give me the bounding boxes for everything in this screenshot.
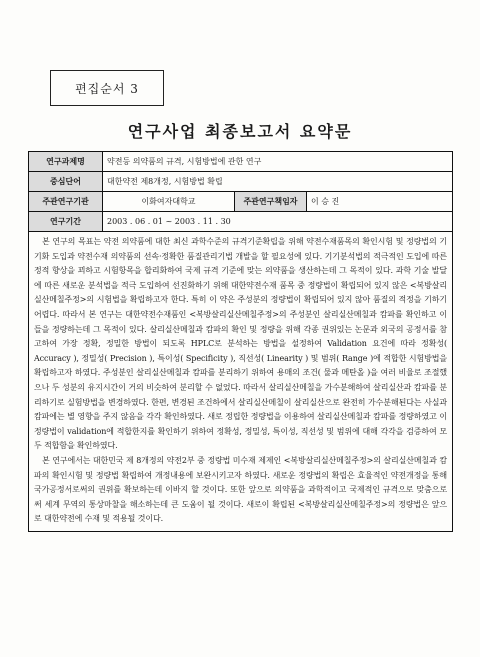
row-org — [29, 192, 453, 212]
org-value: 이화여자대학교 — [103, 192, 235, 212]
period-value: 2003 . 06 . 01 ~ 2003 . 11 . 30 — [103, 212, 453, 232]
org-label: 주관연구기관 — [29, 192, 103, 212]
row-body — [29, 232, 453, 532]
row-subject — [29, 152, 453, 172]
edit-order-label: 편집순서 3 — [50, 70, 164, 106]
subject-value: 약전등 의약품의 규격, 시험방법에 관한 연구 — [103, 152, 453, 172]
period-label: 연구기간 — [29, 212, 103, 232]
summary-table — [28, 151, 453, 532]
subject-label: 연구과제명 — [29, 152, 103, 172]
lead-value: 이 승 진 — [307, 192, 453, 212]
keywords-value: 대한약전 제8개정, 시험방법 확립 — [103, 172, 453, 192]
body-paragraph-1: 본 연구의 목표는 약전 의약품에 대한 최신 과학수준의 규격기준확립을 위해 약전수재품목의 확인시험 및 정량법의 기기화 도입과 약전수재 의약품의 선속·정확한 품질관리기법 개발을 할 필요성에 있다. 기기분석법의 적극적인 도입에 따른 정적 향상을 꾀하고 시험항목을 합리화하여 국제 규격 기준에 맞는 의약품을 생산하는데 그 목적이 있다. 과학 기술 발달에 따른 새로운 분석법을 적극 도입하여 선진화하기 위해 대한약전수재 품목 중 정량법이 확립되어 있지 않은 <복방살리실산메칠주정>의 시험법을 확립하고자 한다. 특히 이 약은 주성분의 정량법이 확립되어 있지 않아 품질의 적정을 기하기 어렵다. 따라서 본 연구는 대한약전수재품인 <복방살리실산메칠주정>의 주성분인 살리실산메칠과 캄파를 확인하고 이들을 정량하는데 그 목적이 있다. 살리실산메칠과 캄파의 확인 및 정량을 위해 각종 권위있는 논문과 외국의 공정서를 참고하여 가장 정확, 정밀한 방법이 되도록 HPLC로 분석하는 방법을 설정하여 Validation 요건에 따라 정확성( Accuracy ), 정밀성( Precision ), 특이성( Specificity ), 직선성( Linearity ) 및 범위( Range )에 적합한 시험방법을 확립하고자 하였다. 주성분인 살리실산메칠과 캄파를 분리하기 위하여 용매의 조건( 물과 메탄올 )을 여러 비율로 조절했으나 두 성분의 유지시간이 거의 비슷하여 분리할 수 없었다. 따라서 살리실산메칠을 가수분해하여 살리실산과 캄파를 분리하기로 실험방법을 변경하였다. 한편, 변경된 조건하에서 살리실산메칠이 살리실산으로 완전히 가수분해된다는 사실과 캄파에는 별 영향을 주지 않음을 각각 확인하였다. 새로 정립한 정량법을 이용하여 살리실산메칠과 캄파를 정량하였고 이 정량법이 validation에 적합한지를 확인하기 위하여 정확성, 정밀성, 특이성, 직선성 및 범위에 대해 각각을 검증하여 모두 적합함을 확인하였다. — [34, 237, 448, 451]
keywords-label: 중심단어 — [29, 172, 103, 192]
summary-body — [34, 235, 447, 527]
summary-body-cell — [29, 232, 453, 532]
lead-label: 주관연구책임자 — [235, 192, 307, 212]
body-paragraph-2: 본 연구에서는 대한민국 제 8개정의 약전2부 중 정량법 미수재 제제인 <복방살리실산메칠주정>의 살리실산메칠과 캄파의 확인시험 및 정량법 확립하여 개정내용에 보완시키고자 하였다. 새로운 정량법의 확립은 효율적인 약전개정을 통해 국가공정서로써의 권위를 확보하는데 이바지 할 것이다. 또한 앞으로 의약품을 과학적이고 국제적인 규격으로 맞춤으로써 세계 무역의 통상마찰을 해소하는데 큰 도움이 될 것이다. 새로이 확립된 <복방살리실산메칠주정>의 정량법은 앞으로 대한약전에 수재 및 적용될 것이다. — [34, 455, 448, 524]
page-title: 연구사업 최종보고서 요약문 — [127, 122, 353, 141]
row-period — [29, 212, 453, 232]
row-keywords — [29, 172, 453, 192]
